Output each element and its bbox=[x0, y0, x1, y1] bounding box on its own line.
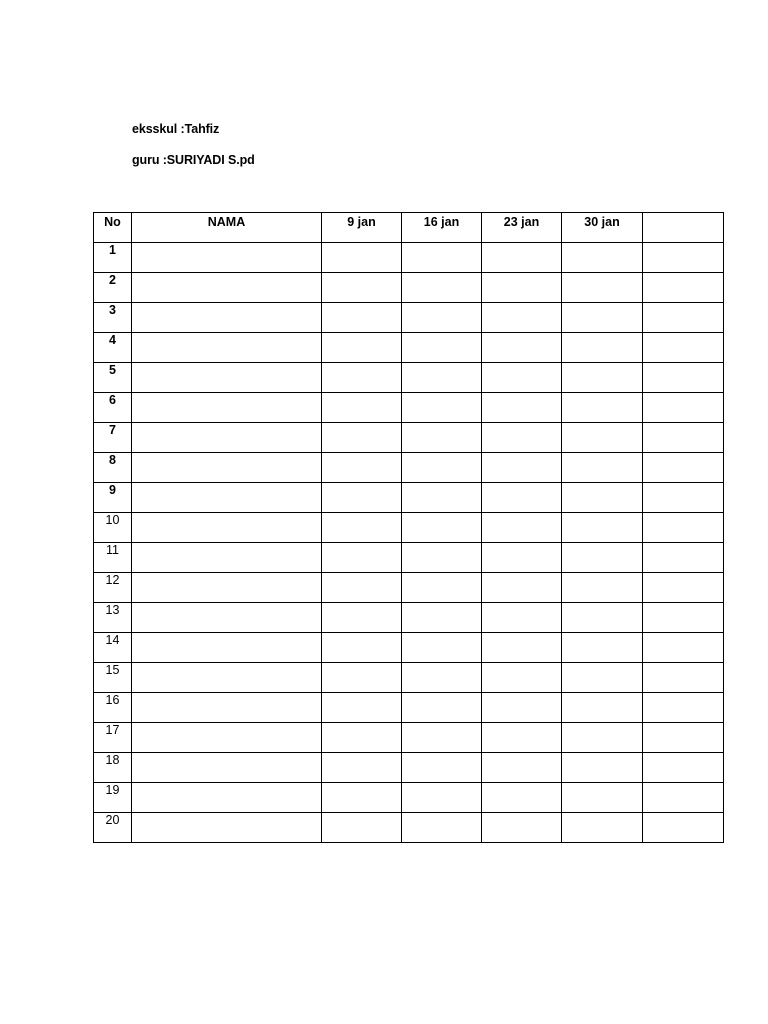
attendance-cell-blank[interactable] bbox=[643, 513, 724, 543]
attendance-cell-blank[interactable] bbox=[643, 483, 724, 513]
table-body bbox=[94, 243, 724, 843]
row-number-cell: 3 bbox=[94, 303, 132, 333]
attendance-cell-9-jan[interactable] bbox=[322, 273, 402, 303]
attendance-cell-30-jan[interactable] bbox=[562, 243, 643, 273]
attendance-cell-9-jan[interactable] bbox=[322, 333, 402, 363]
attendance-cell-30-jan[interactable] bbox=[562, 483, 643, 513]
table-row bbox=[94, 813, 724, 843]
attendance-cell-30-jan[interactable] bbox=[562, 663, 643, 693]
table-row bbox=[94, 333, 724, 363]
row-number-cell: 13 bbox=[94, 603, 132, 633]
row-number-cell: 20 bbox=[94, 813, 132, 843]
table-row bbox=[94, 273, 724, 303]
attendance-cell-16-jan[interactable] bbox=[402, 393, 482, 423]
row-number-cell: 7 bbox=[94, 423, 132, 453]
attendance-cell-16-jan[interactable] bbox=[402, 753, 482, 783]
row-number-cell: 8 bbox=[94, 453, 132, 483]
attendance-cell-23-jan[interactable] bbox=[482, 783, 562, 813]
table-row bbox=[94, 513, 724, 543]
row-number-cell: 19 bbox=[94, 783, 132, 813]
attendance-cell-blank[interactable] bbox=[643, 423, 724, 453]
attendance-cell-blank[interactable] bbox=[643, 633, 724, 663]
nama-cell[interactable] bbox=[132, 753, 322, 783]
attendance-cell-30-jan[interactable] bbox=[562, 513, 643, 543]
attendance-cell-9-jan[interactable] bbox=[322, 573, 402, 603]
attendance-cell-23-jan[interactable] bbox=[482, 273, 562, 303]
row-number-cell: 12 bbox=[94, 573, 132, 603]
table-row bbox=[94, 573, 724, 603]
attendance-cell-16-jan[interactable] bbox=[402, 243, 482, 273]
attendance-cell-9-jan[interactable] bbox=[322, 453, 402, 483]
attendance-cell-30-jan[interactable] bbox=[562, 723, 643, 753]
attendance-cell-9-jan[interactable] bbox=[322, 243, 402, 273]
row-number-cell: 16 bbox=[94, 693, 132, 723]
table-row bbox=[94, 423, 724, 453]
attendance-cell-16-jan[interactable] bbox=[402, 693, 482, 723]
attendance-cell-blank[interactable] bbox=[643, 693, 724, 723]
attendance-cell-blank[interactable] bbox=[643, 813, 724, 843]
attendance-cell-23-jan[interactable] bbox=[482, 363, 562, 393]
row-number-cell: 10 bbox=[94, 513, 132, 543]
attendance-cell-30-jan[interactable] bbox=[562, 573, 643, 603]
table-row bbox=[94, 243, 724, 273]
attendance-cell-blank[interactable] bbox=[643, 723, 724, 753]
attendance-cell-blank[interactable] bbox=[643, 273, 724, 303]
attendance-cell-16-jan[interactable] bbox=[402, 453, 482, 483]
attendance-cell-9-jan[interactable] bbox=[322, 483, 402, 513]
attendance-cell-30-jan[interactable] bbox=[562, 813, 643, 843]
attendance-cell-16-jan[interactable] bbox=[402, 603, 482, 633]
attendance-cell-23-jan[interactable] bbox=[482, 393, 562, 423]
attendance-cell-9-jan[interactable] bbox=[322, 633, 402, 663]
attendance-cell-23-jan[interactable] bbox=[482, 603, 562, 633]
attendance-cell-9-jan[interactable] bbox=[322, 723, 402, 753]
attendance-cell-30-jan[interactable] bbox=[562, 423, 643, 453]
table-row bbox=[94, 453, 724, 483]
column-header-23-jan: 23 jan bbox=[482, 213, 562, 243]
attendance-cell-23-jan[interactable] bbox=[482, 633, 562, 663]
table-row bbox=[94, 693, 724, 723]
attendance-cell-16-jan[interactable] bbox=[402, 543, 482, 573]
row-number-cell: 5 bbox=[94, 363, 132, 393]
nama-cell[interactable] bbox=[132, 543, 322, 573]
attendance-cell-16-jan[interactable] bbox=[402, 363, 482, 393]
attendance-cell-16-jan[interactable] bbox=[402, 723, 482, 753]
attendance-cell-9-jan[interactable] bbox=[322, 363, 402, 393]
column-header-30-jan: 30 jan bbox=[562, 213, 643, 243]
attendance-cell-9-jan[interactable] bbox=[322, 393, 402, 423]
nama-cell[interactable] bbox=[132, 663, 322, 693]
attendance-cell-blank[interactable] bbox=[643, 603, 724, 633]
attendance-cell-16-jan[interactable] bbox=[402, 513, 482, 543]
attendance-cell-30-jan[interactable] bbox=[562, 333, 643, 363]
attendance-cell-23-jan[interactable] bbox=[482, 813, 562, 843]
attendance-cell-30-jan[interactable] bbox=[562, 453, 643, 483]
row-number-cell: 11 bbox=[94, 543, 132, 573]
row-number-cell: 18 bbox=[94, 753, 132, 783]
attendance-cell-16-jan[interactable] bbox=[402, 423, 482, 453]
attendance-cell-16-jan[interactable] bbox=[402, 573, 482, 603]
attendance-cell-30-jan[interactable] bbox=[562, 633, 643, 663]
attendance-cell-blank[interactable] bbox=[643, 393, 724, 423]
attendance-cell-blank[interactable] bbox=[643, 453, 724, 483]
attendance-cell-30-jan[interactable] bbox=[562, 753, 643, 783]
attendance-cell-23-jan[interactable] bbox=[482, 573, 562, 603]
table-row bbox=[94, 483, 724, 513]
table-row bbox=[94, 543, 724, 573]
table-row bbox=[94, 363, 724, 393]
attendance-cell-9-jan[interactable] bbox=[322, 663, 402, 693]
attendance-cell-9-jan[interactable] bbox=[322, 813, 402, 843]
attendance-cell-16-jan[interactable] bbox=[402, 483, 482, 513]
attendance-cell-blank[interactable] bbox=[643, 663, 724, 693]
attendance-cell-blank[interactable] bbox=[643, 543, 724, 573]
attendance-cell-23-jan[interactable] bbox=[482, 423, 562, 453]
row-number-cell: 4 bbox=[94, 333, 132, 363]
attendance-cell-23-jan[interactable] bbox=[482, 663, 562, 693]
attendance-table bbox=[93, 212, 724, 843]
attendance-cell-9-jan[interactable] bbox=[322, 423, 402, 453]
attendance-cell-blank[interactable] bbox=[643, 333, 724, 363]
table-row bbox=[94, 603, 724, 633]
attendance-cell-16-jan[interactable] bbox=[402, 273, 482, 303]
table-row bbox=[94, 633, 724, 663]
attendance-cell-23-jan[interactable] bbox=[482, 513, 562, 543]
attendance-cell-23-jan[interactable] bbox=[482, 693, 562, 723]
nama-cell[interactable] bbox=[132, 513, 322, 543]
nama-cell[interactable] bbox=[132, 333, 322, 363]
row-number-cell: 1 bbox=[94, 243, 132, 273]
attendance-cell-16-jan[interactable] bbox=[402, 633, 482, 663]
attendance-cell-blank[interactable] bbox=[643, 243, 724, 273]
attendance-cell-blank[interactable] bbox=[643, 303, 724, 333]
nama-cell[interactable] bbox=[132, 783, 322, 813]
attendance-cell-9-jan[interactable] bbox=[322, 513, 402, 543]
attendance-cell-30-jan[interactable] bbox=[562, 693, 643, 723]
attendance-cell-blank[interactable] bbox=[643, 363, 724, 393]
attendance-cell-9-jan[interactable] bbox=[322, 603, 402, 633]
attendance-cell-23-jan[interactable] bbox=[482, 753, 562, 783]
row-number-cell: 6 bbox=[94, 393, 132, 423]
nama-cell[interactable] bbox=[132, 453, 322, 483]
attendance-cell-30-jan[interactable] bbox=[562, 543, 643, 573]
nama-cell[interactable] bbox=[132, 723, 322, 753]
attendance-cell-30-jan[interactable] bbox=[562, 783, 643, 813]
attendance-cell-23-jan[interactable] bbox=[482, 453, 562, 483]
attendance-cell-16-jan[interactable] bbox=[402, 813, 482, 843]
attendance-cell-9-jan[interactable] bbox=[322, 693, 402, 723]
column-header-9-jan: 9 jan bbox=[322, 213, 402, 243]
nama-cell[interactable] bbox=[132, 813, 322, 843]
guru-label: guru :SURIYADI S.pd bbox=[132, 153, 255, 167]
attendance-cell-30-jan[interactable] bbox=[562, 363, 643, 393]
attendance-cell-23-jan[interactable] bbox=[482, 333, 562, 363]
attendance-cell-16-jan[interactable] bbox=[402, 303, 482, 333]
attendance-cell-16-jan[interactable] bbox=[402, 663, 482, 693]
column-header-no: No bbox=[94, 213, 132, 243]
nama-cell[interactable] bbox=[132, 693, 322, 723]
row-number-cell: 17 bbox=[94, 723, 132, 753]
attendance-cell-30-jan[interactable] bbox=[562, 303, 643, 333]
nama-cell[interactable] bbox=[132, 633, 322, 663]
column-header-16-jan: 16 jan bbox=[402, 213, 482, 243]
table-header-row bbox=[94, 213, 724, 243]
attendance-cell-23-jan[interactable] bbox=[482, 723, 562, 753]
attendance-cell-23-jan[interactable] bbox=[482, 303, 562, 333]
table-row bbox=[94, 393, 724, 423]
table-row bbox=[94, 723, 724, 753]
nama-cell[interactable] bbox=[132, 423, 322, 453]
attendance-cell-16-jan[interactable] bbox=[402, 333, 482, 363]
attendance-cell-9-jan[interactable] bbox=[322, 543, 402, 573]
attendance-cell-blank[interactable] bbox=[643, 573, 724, 603]
nama-cell[interactable] bbox=[132, 273, 322, 303]
attendance-cell-9-jan[interactable] bbox=[322, 303, 402, 333]
attendance-cell-30-jan[interactable] bbox=[562, 603, 643, 633]
attendance-cell-23-jan[interactable] bbox=[482, 483, 562, 513]
attendance-cell-blank[interactable] bbox=[643, 783, 724, 813]
nama-cell[interactable] bbox=[132, 603, 322, 633]
table-row bbox=[94, 753, 724, 783]
nama-cell[interactable] bbox=[132, 303, 322, 333]
table-row bbox=[94, 783, 724, 813]
nama-cell[interactable] bbox=[132, 483, 322, 513]
nama-cell[interactable] bbox=[132, 363, 322, 393]
table-row bbox=[94, 663, 724, 693]
table-row bbox=[94, 303, 724, 333]
row-number-cell: 15 bbox=[94, 663, 132, 693]
eksskul-label: eksskul :Tahfiz bbox=[132, 122, 220, 136]
attendance-cell-23-jan[interactable] bbox=[482, 243, 562, 273]
column-header-nama: NAMA bbox=[132, 213, 322, 243]
attendance-cell-9-jan[interactable] bbox=[322, 753, 402, 783]
row-number-cell: 2 bbox=[94, 273, 132, 303]
nama-cell[interactable] bbox=[132, 243, 322, 273]
row-number-cell: 9 bbox=[94, 483, 132, 513]
attendance-cell-30-jan[interactable] bbox=[562, 273, 643, 303]
nama-cell[interactable] bbox=[132, 393, 322, 423]
nama-cell[interactable] bbox=[132, 573, 322, 603]
attendance-cell-9-jan[interactable] bbox=[322, 783, 402, 813]
attendance-cell-16-jan[interactable] bbox=[402, 783, 482, 813]
row-number-cell: 14 bbox=[94, 633, 132, 663]
attendance-cell-23-jan[interactable] bbox=[482, 543, 562, 573]
attendance-cell-blank[interactable] bbox=[643, 753, 724, 783]
attendance-cell-30-jan[interactable] bbox=[562, 393, 643, 423]
column-header-blank bbox=[643, 213, 724, 243]
